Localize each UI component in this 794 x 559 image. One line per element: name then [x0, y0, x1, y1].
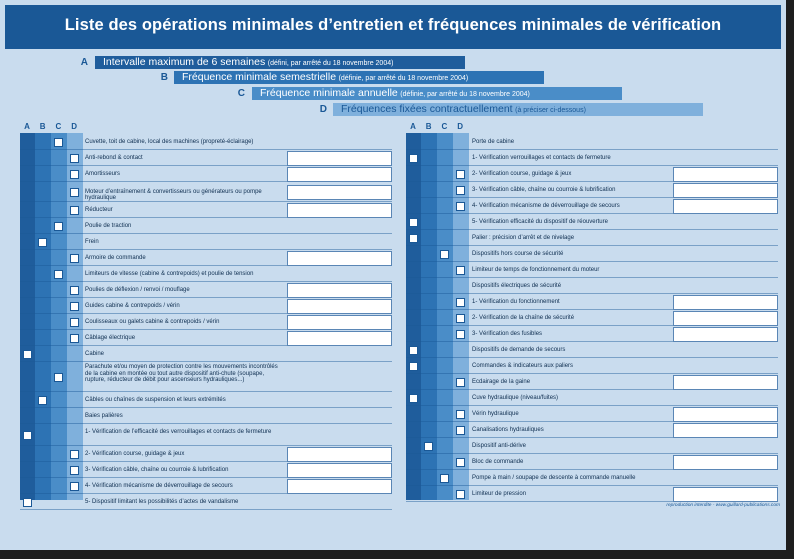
column-strip-c — [437, 133, 453, 500]
frequency-text-field[interactable] — [287, 447, 392, 462]
operation-label: Vérin hydraulique — [472, 410, 519, 417]
row-divider — [20, 407, 392, 408]
frequency-checkbox[interactable] — [456, 410, 465, 419]
column-strip-a — [406, 133, 421, 500]
operation-label: 3- Vérification câble, chaîne ou courroie & lubrification — [472, 186, 616, 193]
row-divider — [406, 229, 778, 230]
legend-label: Fréquence minimale annuelle — [260, 87, 398, 99]
row-divider — [406, 261, 778, 262]
frequency-checkbox[interactable] — [424, 442, 433, 451]
legend-letter: A — [80, 57, 88, 68]
frequency-text-field[interactable] — [673, 295, 778, 310]
operation-label: Poulies de déflexion / renvoi / mouflage — [85, 286, 190, 293]
frequency-checkbox[interactable] — [70, 482, 79, 491]
column-header-c: C — [441, 122, 448, 131]
frequency-checkbox[interactable] — [409, 346, 418, 355]
frequency-checkbox[interactable] — [456, 266, 465, 275]
operation-label: Cuve hydraulique (niveau/fuites) — [472, 394, 559, 401]
legend-letter: D — [319, 104, 327, 115]
frequency-text-field[interactable] — [673, 407, 778, 422]
operation-label: 5- Vérification efficacité du dispositif de réouverture — [472, 218, 608, 225]
operation-label: 1- Vérification de l’efficacité des verrouillages et contacts de fermeture — [85, 428, 272, 435]
frequency-checkbox[interactable] — [54, 270, 63, 279]
operation-label: 4- Vérification mécanisme de déverrouillage de secours — [472, 202, 620, 209]
frequency-text-field[interactable] — [673, 167, 778, 182]
frequency-text-field[interactable] — [287, 283, 392, 298]
operation-label: Anti-rebond & contact — [85, 154, 143, 161]
row-divider — [406, 357, 778, 358]
operation-label: Guides cabine & contrepoids / vérin — [85, 302, 180, 309]
frequency-checkbox[interactable] — [54, 373, 63, 382]
operation-label: Bloc de commande — [472, 458, 524, 465]
frequency-checkbox[interactable] — [456, 490, 465, 499]
frequency-checkbox[interactable] — [409, 234, 418, 243]
operation-label: Armoire de commande — [85, 254, 146, 261]
frequency-checkbox[interactable] — [70, 206, 79, 215]
operation-label: 5- Dispositif limitant les possibilités d’actes de vandalisme — [85, 498, 239, 505]
operation-label: Ecdairage de la gaine — [472, 378, 531, 385]
frequency-checkbox[interactable] — [409, 362, 418, 371]
copyright-footer: reproduction interdite - www.guillard-publications.com — [666, 503, 780, 508]
operation-label: Limiteurs de vitesse (cabine & contrepoids) et poulie de tension — [85, 270, 254, 277]
frequency-checkbox[interactable] — [456, 186, 465, 195]
legend-note: (définie, par arrêté du 18 novembre 2004) — [338, 75, 469, 82]
frequency-checkbox[interactable] — [456, 170, 465, 179]
frequency-text-field[interactable] — [673, 199, 778, 214]
frequency-text-field[interactable] — [287, 151, 392, 166]
operation-label: 4- Vérification mécanisme de déverrouillage de secours — [85, 482, 233, 489]
frequency-text-field[interactable] — [287, 203, 392, 218]
legend-note: (définie, par arrêté du 18 novembre 2004) — [400, 91, 530, 98]
operation-label: Parachute et/ou moyen de protection contre les mouvements incontrôlés de la cabine en montée ou tout autre dispositif anti-chute (soupape, rupture, réducteur de débit pour ascenseurs hydrauliques...) — [85, 364, 278, 383]
window-edge-bottom — [0, 550, 794, 559]
operation-label: Câbles ou chaînes de suspension et leurs extrémités — [85, 396, 226, 403]
row-divider — [20, 423, 392, 424]
legend-band — [252, 87, 622, 100]
column-header-a: A — [24, 122, 30, 131]
row-divider — [20, 361, 392, 362]
column-header-d: D — [457, 122, 463, 131]
frequency-checkbox[interactable] — [23, 431, 32, 440]
legend-label: Intervalle maximum de 6 semaines — [103, 56, 266, 68]
frequency-text-field[interactable] — [287, 185, 392, 200]
operation-label: 2- Vérification course, guidage & jeux — [85, 450, 185, 457]
frequency-text-field[interactable] — [673, 327, 778, 342]
frequency-checkbox[interactable] — [70, 466, 79, 475]
frequency-text-field[interactable] — [673, 183, 778, 198]
operation-label: Dispositifs hors course de sécurité — [472, 250, 564, 257]
column-header-b: B — [425, 122, 432, 131]
legend-row-a — [0, 56, 786, 69]
frequency-checkbox[interactable] — [409, 218, 418, 227]
column-header-a: A — [410, 122, 416, 131]
operation-label: Porte de cabine — [472, 138, 515, 145]
operation-label: Amortisseurs — [85, 170, 121, 177]
operation-label: Frein — [85, 238, 99, 245]
operation-label: Limiteur de temps de fonctionnement du moteur — [472, 266, 600, 273]
frequency-checkbox[interactable] — [409, 394, 418, 403]
legend-note: (défini, par arrêté du 18 novembre 2004) — [267, 60, 394, 67]
frequency-text-field[interactable] — [287, 479, 392, 494]
frequency-checkbox[interactable] — [456, 314, 465, 323]
operation-label: Dispositif anti-dérive — [472, 442, 527, 449]
operation-label: Cabine — [85, 350, 105, 357]
frequency-text-field[interactable] — [673, 423, 778, 438]
frequency-text-field[interactable] — [287, 315, 392, 330]
operation-label: Moteur d’entraînement & convertisseurs ou générateurs ou pompe hydraulique — [85, 188, 262, 202]
frequency-text-field[interactable] — [287, 167, 392, 182]
frequency-checkbox[interactable] — [456, 330, 465, 339]
operation-label: Baies palières — [85, 412, 123, 419]
frequency-checkbox[interactable] — [70, 154, 79, 163]
legend-row-d — [0, 103, 786, 116]
frequency-checkbox[interactable] — [38, 238, 47, 247]
frequency-checkbox[interactable] — [456, 298, 465, 307]
frequency-checkbox[interactable] — [456, 378, 465, 387]
frequency-checkbox[interactable] — [54, 138, 63, 147]
operation-label: Palier : précision d’arrêt et de nivelage — [472, 234, 575, 241]
window-edge-right — [786, 0, 794, 559]
operation-label: Pompe à main / soupape de descente à commande manuelle — [472, 474, 636, 481]
row-divider — [20, 391, 392, 392]
operation-label: Dispositifs de demande de secours — [472, 346, 566, 353]
legend-note: (à préciser ci-dessous) — [515, 107, 586, 114]
frequency-text-field[interactable] — [287, 299, 392, 314]
operation-label: Canalisations hydrauliques — [472, 426, 544, 433]
operation-label: Commandes & indicateurs aux paliers — [472, 362, 574, 369]
page-title: Liste des opérations minimales d’entretien et fréquences minimales de vérification — [5, 5, 781, 49]
frequency-checkbox[interactable] — [70, 334, 79, 343]
frequency-checkbox[interactable] — [23, 498, 32, 507]
operation-label: 3- Vérification câble, chaîne ou courroie & lubrification — [85, 466, 229, 473]
row-divider — [20, 233, 392, 234]
operation-label: Limiteur de pression — [472, 490, 527, 497]
frequency-text-field[interactable] — [287, 463, 392, 478]
row-divider — [406, 245, 778, 246]
frequency-checkbox[interactable] — [456, 426, 465, 435]
frequency-checkbox[interactable] — [409, 154, 418, 163]
column-header-b: B — [39, 122, 46, 131]
frequency-checkbox[interactable] — [70, 302, 79, 311]
legend-row-b — [0, 71, 786, 84]
row-divider — [406, 277, 778, 278]
legend-letter: B — [160, 72, 168, 83]
frequency-checkbox[interactable] — [456, 458, 465, 467]
frequency-checkbox[interactable] — [70, 450, 79, 459]
operation-label: Cuvette, toit de cabine, local des machines (propreté-éclairage) — [85, 138, 254, 145]
operation-label: Dispositifs électriques de sécurité — [472, 282, 562, 289]
frequency-text-field[interactable] — [673, 455, 778, 470]
legend-letter: C — [237, 88, 245, 99]
legend-label: Fréquences fixées contractuellement — [341, 103, 513, 115]
frequency-checkbox[interactable] — [70, 188, 79, 197]
operation-label: Câblage électrique — [85, 334, 136, 341]
frequency-text-field[interactable] — [673, 311, 778, 326]
legend-row-c — [0, 87, 786, 100]
frequency-text-field[interactable] — [287, 251, 392, 266]
operation-label: 1- Vérification du fonctionnement — [472, 298, 560, 305]
frequency-checkbox[interactable] — [38, 396, 47, 405]
frequency-checkbox[interactable] — [70, 286, 79, 295]
frequency-checkbox[interactable] — [70, 254, 79, 263]
column-header-d: D — [71, 122, 77, 131]
frequency-text-field[interactable] — [673, 375, 778, 390]
frequency-checkbox[interactable] — [440, 474, 449, 483]
operation-label: 3- Vérification des fusibles — [472, 330, 543, 337]
operation-label: Réducteur — [85, 206, 113, 213]
legend-band — [95, 56, 465, 69]
row-divider — [406, 149, 778, 150]
frequency-checkbox[interactable] — [440, 250, 449, 259]
frequency-checkbox[interactable] — [456, 202, 465, 211]
frequency-checkbox[interactable] — [70, 170, 79, 179]
operation-label: 1- Vérification verrouillages et contacts de fermeture — [472, 154, 611, 161]
legend-band — [174, 71, 544, 84]
row-divider — [20, 509, 392, 510]
operation-label: Coulisseaux ou galets cabine & contrepoids / vérin — [85, 318, 220, 325]
frequency-checkbox[interactable] — [54, 222, 63, 231]
frequency-checkbox[interactable] — [70, 318, 79, 327]
operation-label: 2- Vérification course, guidage & jeux — [472, 170, 572, 177]
column-header-c: C — [55, 122, 62, 131]
operation-label: Poulie de traction — [85, 222, 132, 229]
operation-label: 2- Vérification de la chaîne de sécurité — [472, 314, 575, 321]
legend-label: Fréquence minimale semestrielle — [182, 71, 337, 83]
frequency-text-field[interactable] — [287, 331, 392, 346]
legend-band — [333, 103, 703, 116]
frequency-checkbox[interactable] — [23, 350, 32, 359]
frequency-text-field[interactable] — [673, 487, 778, 502]
